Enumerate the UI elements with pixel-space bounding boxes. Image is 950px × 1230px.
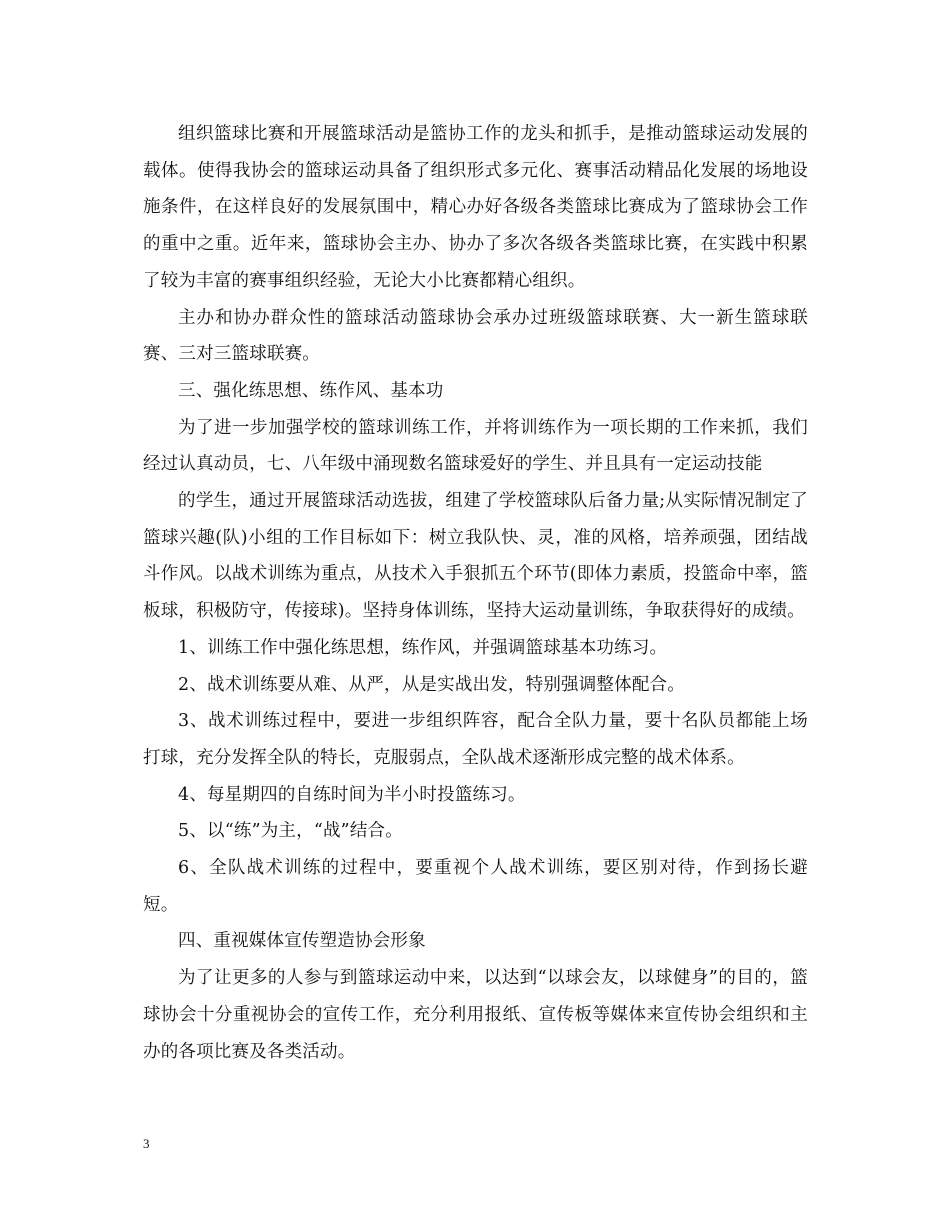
paragraph-publicity: 为了让更多的人参与到篮球运动中来，以达到“以球会友，以球健身”的目的，篮球协会十分重视协会的宣传工作，充分利用报纸、宣传板等媒体来宣传协会组织和主办的各项比赛及各类活动。: [143, 968, 808, 1062]
list-item-1: 1、训练工作中强化练思想，练作风，并强调篮球基本功练习。: [178, 637, 668, 658]
document-body: [143, 116, 808, 1070]
paragraph-training-goals: 的学生，通过开展篮球活动选拔，组建了学校篮球队后备力量;从实际情况制定了篮球兴趣(队)小组的工作目标如下：树立我队快、灵，准的风格，培养顽强，团结战斗作风。以战术训练为重点，从技术入手狠抓五个环节(即体力素质，投篮命中率，篮板球，积极防守，传接球)。坚持身体训练，坚持大运动量训练，争取获得好的成绩。: [143, 491, 808, 622]
list-item-3: 3、战术训练过程中，要进一步组织阵容，配合全队力量，要十名队员都能上场打球，充分发挥全队的特长，克服弱点，全队战术逐渐形成完整的战术体系。: [143, 711, 808, 768]
list-item-5: 5、以“练”为主，“战”结合。: [178, 821, 403, 842]
paragraph-intro: 组织篮球比赛和开展篮球活动是篮协工作的龙头和抓手，是推动篮球运动发展的载体。使得我协会的篮球运动具备了组织形式多元化、赛事活动精品化发展的场地设施条件，在这样良好的发展氛围中，精心办好各级各类篮球比赛成为了篮球协会工作的重中之重。近年来，篮球协会主办、协办了多次各级各类篮球比赛，在实践中积累了较为丰富的赛事组织经验，无论大小比赛都精心组织。: [143, 124, 808, 291]
section-heading-4: 四、重视媒体宣传塑造协会形象: [178, 931, 426, 952]
paragraph-training-intro: 为了进一步加强学校的篮球训练工作，并将训练作为一项长期的工作来抓，我们经过认真动员，七、八年级中涌现数名篮球爱好的学生、并且具有一定运动技能: [143, 417, 808, 475]
section-heading-3: 三、强化练思想、练作风、基本功: [178, 380, 444, 401]
list-item-2: 2、战术训练要从难、从严，从是实战出发，特别强调整体配合。: [178, 674, 685, 695]
list-item-6: 6、全队战术训练的过程中，要重视个人战术训练，要区别对待，作到扬长避短。: [143, 858, 808, 915]
list-item-4: 4、每星期四的自练时间为半小时投篮练习。: [178, 784, 526, 805]
page-number: 3: [143, 1136, 150, 1151]
paragraph-activities: 主办和协办群众性的篮球活动篮球协会承办过班级篮球联赛、大一新生篮球联赛、三对三篮球联赛。: [143, 307, 808, 365]
